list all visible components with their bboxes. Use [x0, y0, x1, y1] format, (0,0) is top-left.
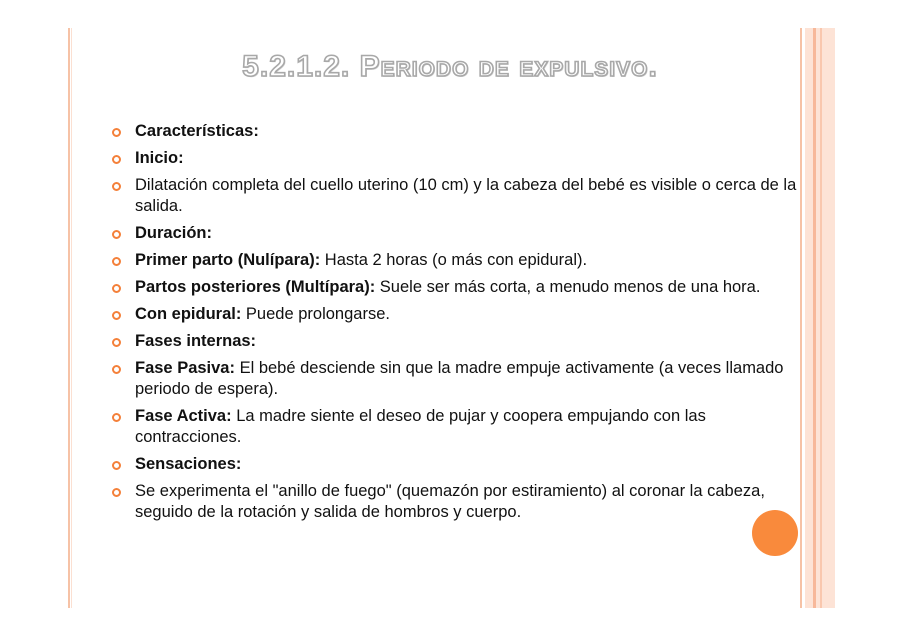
bullet-icon [112, 488, 121, 497]
bullet-icon [112, 413, 121, 422]
list-item [112, 406, 802, 448]
item-bold-label: Sensaciones: [135, 455, 242, 473]
list-item [112, 481, 802, 523]
item-bold-label: Inicio: [135, 149, 184, 167]
right-decorative-stripe-inner-2 [820, 28, 822, 608]
bullet-icon [112, 257, 121, 266]
slide-title: 5.2.1.2. Periodo de expulsivo. [242, 50, 658, 83]
bullet-icon [112, 128, 121, 137]
item-text: El bebé desciende sin que la madre empuje activamente (a veces llamado periodo de espera). [135, 359, 784, 398]
bullet-list [112, 121, 802, 529]
left-decorative-stripe-thin [71, 28, 72, 608]
item-bold-label: Fases internas: [135, 332, 257, 350]
bullet-icon [112, 365, 121, 374]
list-item [112, 331, 802, 352]
list-item [112, 250, 802, 271]
item-text: La madre siente el deseo de pujar y coopera empujando con las contracciones. [135, 407, 706, 446]
item-bold-label: Duración: [135, 224, 213, 242]
item-bold-label: Fase Pasiva: [135, 359, 235, 377]
decorative-orange-circle [752, 510, 798, 556]
item-bold-label: Partos posteriores (Multípara): [135, 278, 376, 296]
list-item [112, 277, 802, 298]
list-item [112, 121, 802, 142]
list-item [112, 358, 802, 400]
item-text: Hasta 2 horas (o más con epidural). [320, 251, 588, 269]
bullet-icon [112, 182, 121, 191]
bullet-icon [112, 284, 121, 293]
item-text: Se experimenta el "anillo de fuego" (quemazón por estiramiento) al coronar la cabeza, seguido de la rotación y salida de hombros y cuerpo. [135, 482, 765, 521]
list-item [112, 454, 802, 475]
bullet-icon [112, 311, 121, 320]
left-decorative-stripe [68, 28, 70, 608]
right-decorative-stripe-inner [813, 28, 816, 608]
bullet-icon [112, 461, 121, 470]
item-text: Suele ser más corta, a menudo menos de una hora. [375, 278, 761, 296]
list-item [112, 223, 802, 244]
item-text: Dilatación completa del cuello uterino (10 cm) y la cabeza del bebé es visible o cerca de la salida. [135, 176, 797, 215]
item-bold-label: Con epidural: [135, 305, 242, 323]
item-bold-label: Características: [135, 122, 259, 140]
bullet-icon [112, 230, 121, 239]
bullet-icon [112, 338, 121, 347]
item-bold-label: Fase Activa: [135, 407, 232, 425]
list-item [112, 148, 802, 169]
list-item [112, 175, 802, 217]
list-item [112, 304, 802, 325]
item-bold-label: Primer parto (Nulípara): [135, 251, 321, 269]
item-text: Puede prolongarse. [241, 305, 390, 323]
bullet-icon [112, 155, 121, 164]
